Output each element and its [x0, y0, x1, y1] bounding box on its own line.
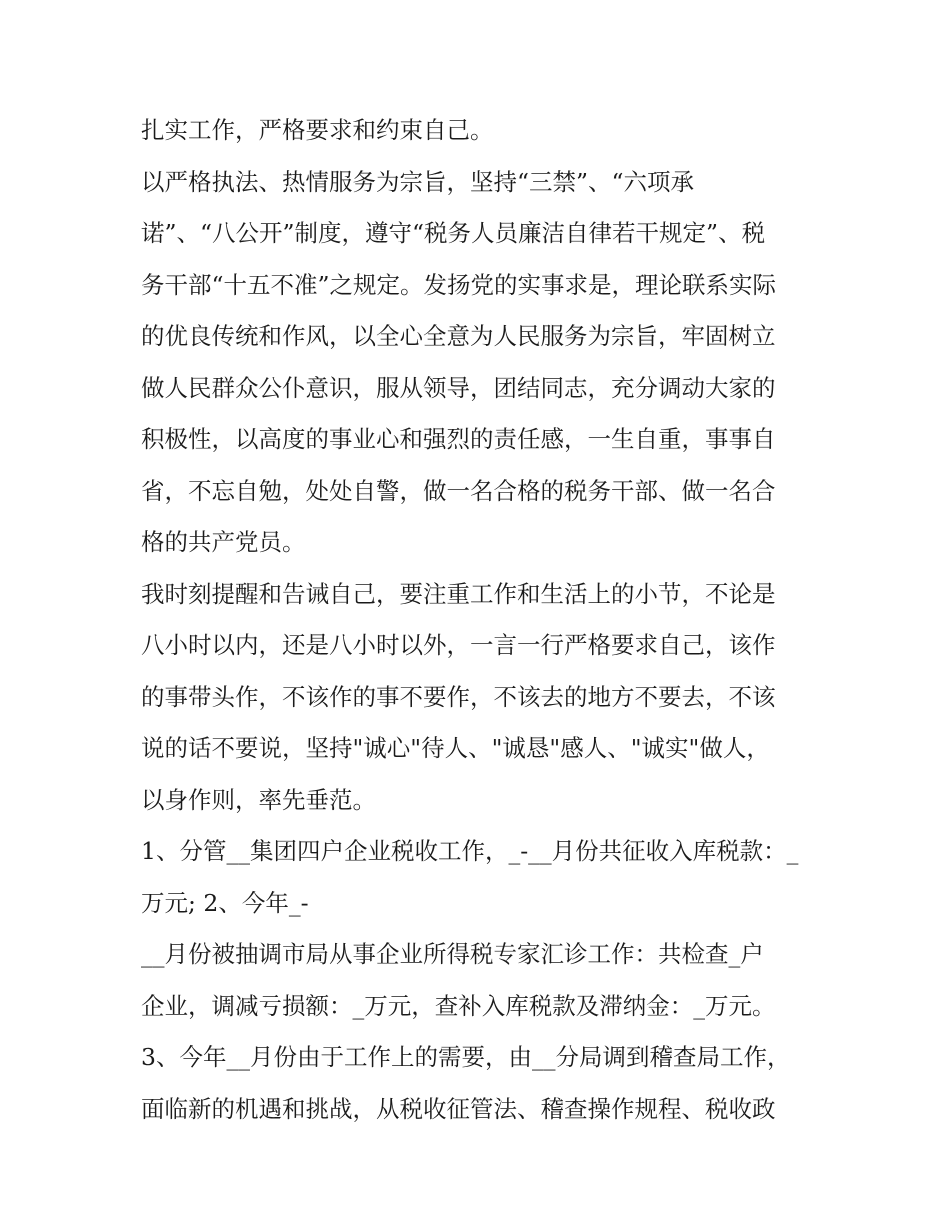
- text-line: 的优良传统和作风，以全心全意为人民服务为宗旨，牢固树立: [141, 322, 776, 350]
- text-line: 八小时以内，还是八小时以外，一言一行严格要求自己，该作: [141, 631, 776, 659]
- text-line: 1、分管__集团四户企业税收工作，_-__月份共征收入库税款：_: [141, 837, 799, 865]
- text-line: 做人民群众公仆意识，服从领导，团结同志，充分调动大家的: [141, 373, 776, 402]
- text-line: 诺”、“八公开”制度，遵守“税务人员廉洁自律若干规定”、税: [141, 219, 766, 247]
- text-line: 积极性，以高度的事业心和强烈的责任感，一生自重，事事自: [141, 425, 776, 453]
- text-line: 以身作则，率先垂范。: [141, 785, 376, 814]
- text-line: 我时刻提醒和告诫自己，要注重工作和生活上的小节，不论是: [141, 579, 776, 608]
- document-body: [141, 105, 821, 1135]
- text-line: 格的共产党员。: [141, 528, 306, 556]
- text-line: 3、今年__月份由于工作上的需要，由__分局调到稽查局工作，: [141, 1043, 791, 1071]
- text-line: 企业，调减亏损额：_万元，查补入库税款及滞纳金：_万元。: [141, 991, 776, 1020]
- text-line: 万元; 2、今年_-: [141, 888, 309, 917]
- text-line: 说的话不要说，坚持"诚心"待人、"诚恳"感人、"诚实"做人，: [141, 734, 770, 762]
- text-line: 以严格执法、热情服务为宗旨，坚持“三禁”、“六项承: [141, 167, 695, 196]
- text-line: __月份被抽调市局从事企业所得税专家汇诊工作：共检查_户: [141, 940, 764, 968]
- text-line: 务干部“十五不准”之规定。发扬党的实事求是，理论联系实际: [141, 270, 777, 299]
- text-line: 省，不忘自勉，处处自警，做一名合格的税务干部、做一名合: [141, 476, 776, 505]
- text-line: 面临新的机遇和挑战，从税收征管法、稽查操作规程、税收政: [141, 1094, 776, 1123]
- text-line: 的事带头作，不该作的事不要作，不该去的地方不要去，不该: [141, 682, 776, 711]
- text-line: 扎实工作，严格要求和约束自己。: [141, 116, 494, 144]
